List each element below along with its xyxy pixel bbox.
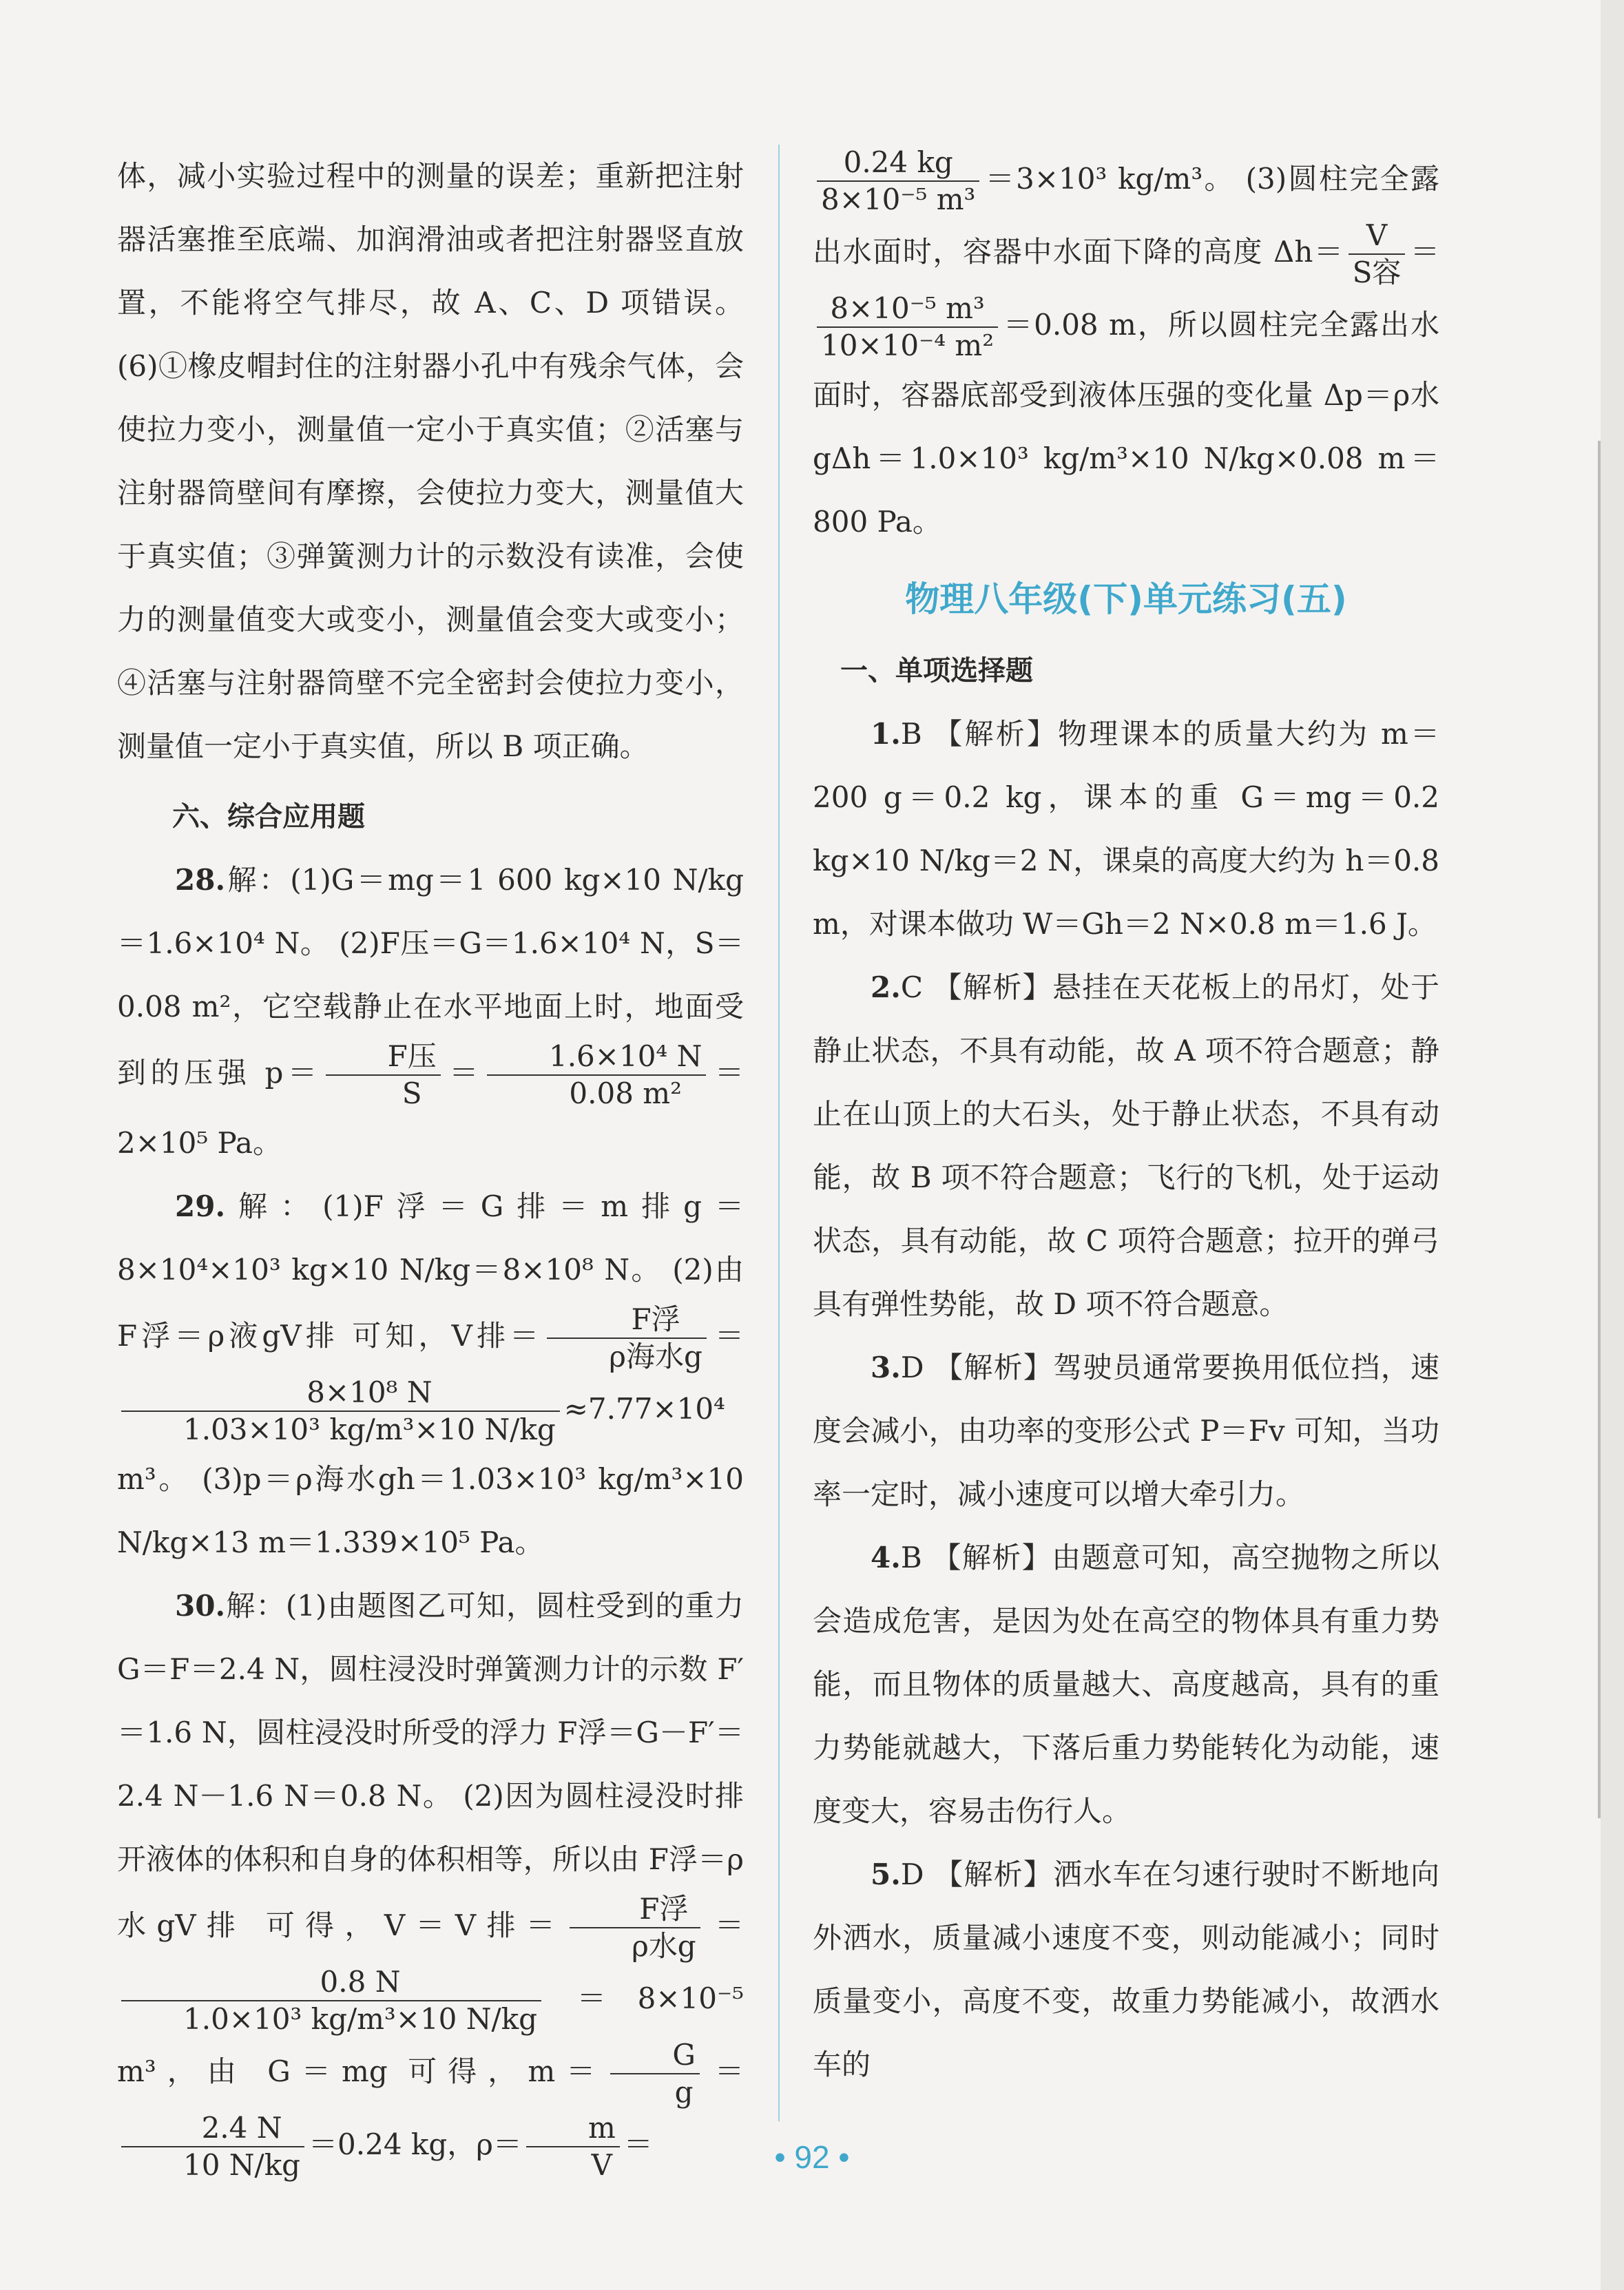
left-column [117,145,744,2183]
question-number: 29. [175,1189,226,1223]
fraction: $\frac{2.4 N}{10 N/kg}$ [121,2110,304,2183]
fraction: $\frac{0.24 kg}{\text{8×10⁻⁵ m³}}$ [817,145,979,218]
section-heading-1: 一、单项选择题 [840,655,1033,687]
column-divider [778,145,780,2121]
fraction: $\frac{0.8 N}{\text{1.0×10³ kg/m³×10 N/kg}}$ [121,1964,541,2037]
fraction: $\frac{m}{V}$ [526,2110,620,2183]
page-number: • 92 • [774,2139,850,2175]
question-number: 30. [175,1589,226,1623]
fraction: $\frac{\text{8×10⁸ N}}{\text{1.03×10³ kg/m³×10 N/kg}}$ [121,1375,560,1448]
fraction: $\frac{\text{F压}}{S}$ [326,1039,441,1112]
answer-2: 2.C 【解析】悬挂在天花板上的吊灯，处于静止状态，不具有动能，故 A 项不符合题意；静止在山顶上的大石头，处于静止状态，不具有动能，故 B 项不符合题意；飞行的飞机，处于运动状态，具有动能，故 C 项符合题意；拉开的弹弓具有弹性势能，故 D 项不符合题意。 [813,970,1439,1321]
question-29: 29.解：(1)F浮＝G排＝m排g＝8×10⁴×10³ kg×10 N/kg＝8×10⁸ N。 (2)由 F浮＝ρ液gV排 可知，V排＝ $\frac{\text{F浮}}{\text{ρ海水g}}$ ＝ $\frac{\text{8×10⁸ N}}{\text{1.03×10³ kg/m³×10 N/kg}}$ ≈7.77×10⁴ m³。 (3)p＝ρ海水gh＝1.03×10³ kg/m³×10 N/kg×13 m＝1.339×10⁵ Pa。 [117,1189,744,1559]
answer-3: 3.D 【解析】驾驶员通常要换用低位挡，速度会减小，由功率的变形公式 P＝Fv 可知，当功率一定时，减小速度可以增大牵引力。 [813,1351,1439,1511]
paragraph-continuation: $\frac{0.24 kg}{\text{8×10⁻⁵ m³}}$ ＝3×10³ kg/m³。 (3)圆柱完全露出水面时，容器中水面下降的高度 Δh＝ $\frac{V}{\text{S容}}$ ＝ $\frac{\text{8×10⁻⁵ m³}}{\text{10×10⁻⁴ m²}}$ ＝0.08 m，所以圆柱完全露出水面时，容器底部受到液体压强的变化量 Δp＝ρ水gΔh＝1.0×10³ kg/m³×10 N/kg×0.08 m＝800 Pa。 [813,145,1439,539]
right-column [813,145,1439,2096]
fraction: $\frac{\text{8×10⁻⁵ m³}}{\text{10×10⁻⁴ m²}}$ [817,291,998,364]
answer-4: 4.B 【解析】由题意可知，高空抛物之所以会造成危害，是因为处在高空的物体具有重力势能，而且物体的质量越大、高度越高，具有的重力势能就越大，下落后重力势能转化为动能，速度变大，容易击伤行人。 [813,1541,1439,1828]
answer-5: 5.D 【解析】洒水车在匀速行驶时不断地向外洒水，质量减小速度不变，则动能减小；同时质量变小，高度不变，故重力势能减小，故洒水车的 [813,1857,1439,2081]
section-heading-6: 六、综合应用题 [172,801,365,833]
fraction: $\frac{V}{\text{S容}}$ [1349,218,1406,291]
page-edge [1601,0,1624,2290]
binding-shadow [1598,441,1601,1818]
paragraph-continuation: 体，减小实验过程中的测量的误差；重新把注射器活塞推至底端、加润滑油或者把注射器竖直放置，不能将空气排尽，故 A、C、D 项错误。(6)①橡皮帽封住的注射器小孔中有残余气体，会使拉力变小，测量值一定小于真实值；②活塞与注射器筒壁间有摩擦，会使拉力变大，测量值大于真实值；③弹簧测力计的示数没有读准，会使力的测量值变大或变小，测量值会变大或变小；④活塞与注射器筒壁不完全密封会使拉力变小，测量值一定小于真实值，所以 B 项正确。 [117,159,744,763]
answer-1: 1.B 【解析】物理课本的质量大约为 m＝200 g＝0.2 kg，课本的重 G＝mg＝0.2 kg×10 N/kg＝2 N，课桌的高度大约为 h＝0.8 m，对课本做功 W＝Gh＝2 N×0.8 m＝1.6 J。 [813,717,1439,941]
unit-title: 物理八年级(下)单元练习(五) [905,579,1347,619]
question-number: 28. [175,863,226,897]
fraction: $\frac{\text{1.6×10⁴ N}}{\text{0.08 m²}}$ [487,1039,706,1112]
fraction: $\frac{\text{F浮}}{\text{ρ水g}}$ [570,1891,700,1964]
fraction: $\frac{\text{F浮}}{\text{ρ海水g}}$ [547,1302,707,1375]
question-28: 28.解：(1)G＝mg＝1 600 kg×10 N/kg＝1.6×10⁴ N。 (2)F压＝G＝1.6×10⁴ N，S＝0.08 m²，它空载静止在水平地面上时，地面受到的压强 p＝ $\frac{\text{F压}}{S}$ ＝ $\frac{\text{1.6×10⁴ N}}{\text{0.08 m²}}$ ＝2×10⁵ Pa。 [117,863,744,1160]
fraction: $\frac{G}{g}$ [610,2037,700,2110]
question-30: 30.解：(1)由题图乙可知，圆柱受到的重力 G＝F＝2.4 N，圆柱浸没时弹簧测力计的示数 F′＝1.6 N，圆柱浸没时所受的浮力 F浮＝G－F′＝2.4 N－1.6 N＝0.8 N。 (2)因为圆柱浸没时排开液体的体积和自身的体积相等，所以由 F浮＝ρ水gV排 可得，V＝V排＝ $\frac{\text{F浮}}{\text{ρ水g}}$ ＝ $\frac{0.8 N}{\text{1.0×10³ kg/m³×10 N/kg}}$ ＝8×10⁻⁵ m³，由 G＝mg 可得，m＝ $\frac{G}{g}$ ＝ $\frac{2.4 N}{10 N/kg}$ ＝0.24 kg，ρ＝ $\frac{m}{V}$ ＝ [117,1589,744,2182]
